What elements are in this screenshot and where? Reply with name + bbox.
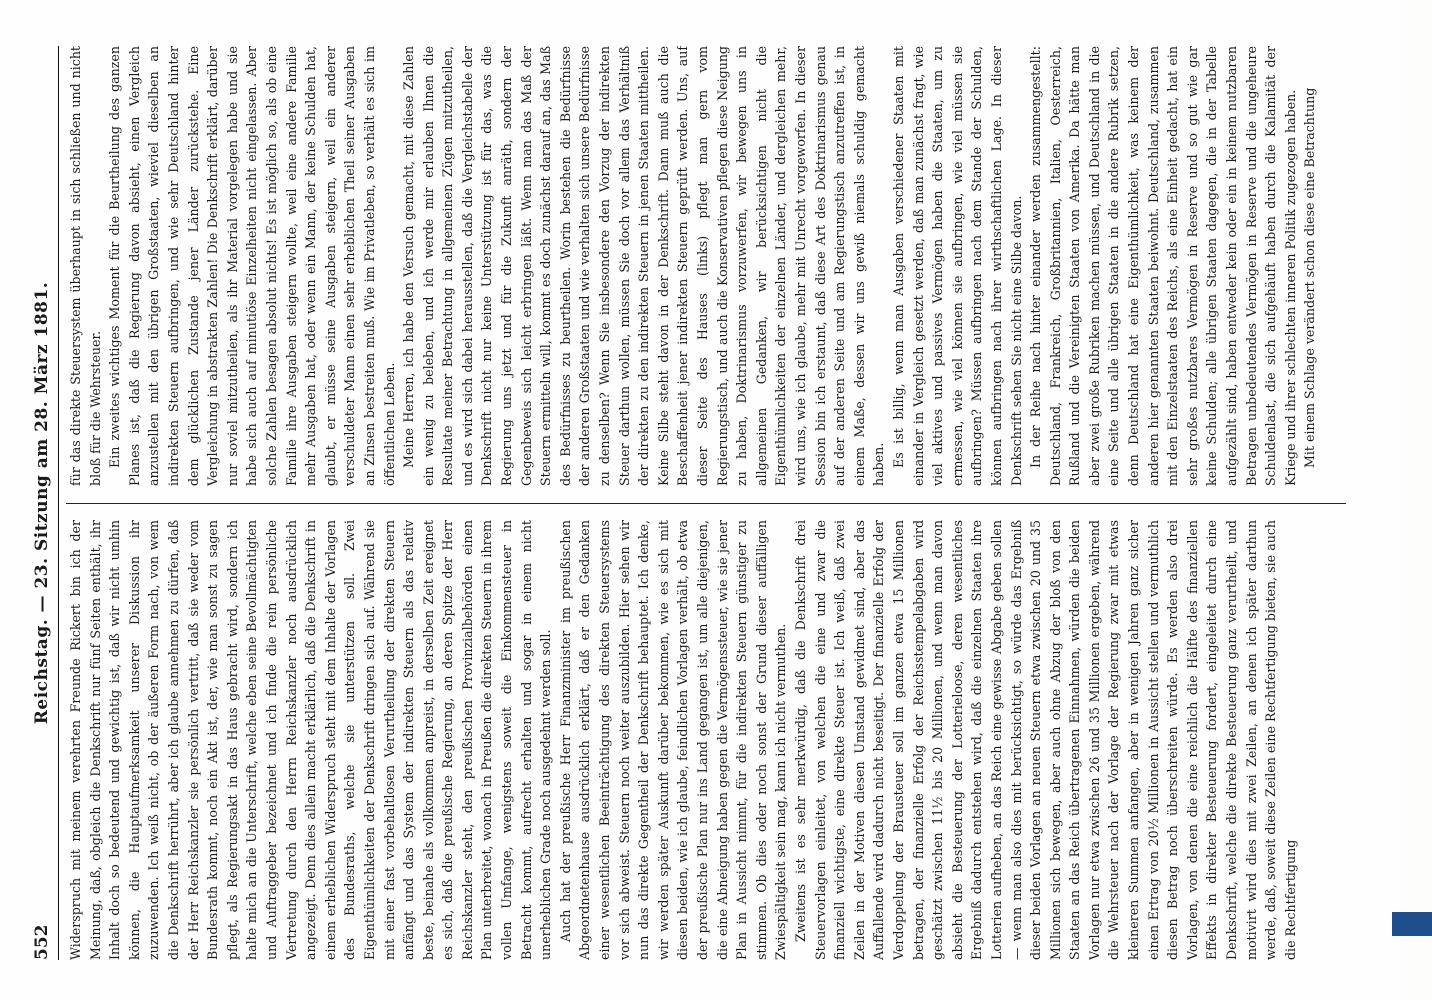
paragraph: für das direkte Steuersystem überhaupt in sich schließen und nicht bloß für die Wehrsteuer. xyxy=(68,46,103,486)
paragraph: Mit einem Schlage verändert schon diese eine Betrachtung xyxy=(1302,87,1318,468)
left-column xyxy=(66,520,1346,960)
paragraph: Es ist billig, wenn man Ausgaben verschiedener Staaten mit einander in Vergleich gesetzt werden, daß man zunächst fragt, wie viel aktives und passives Vermögen haben die Staaten, um zu ermessen, wie viel können sie aufbringen, wie viel müssen sie aufbringen? Müssen aufbringen nach dem Stande der Schulden, können aufbringen nach ihrer wirthschaftlichen Lage. In dieser Denkschrift sehen Sie nicht eine Silbe davon. xyxy=(890,46,1024,486)
right-column xyxy=(66,46,1346,486)
paragraph: Ein zweites wichtiges Moment für die Beurtheilung des ganzen Planes ist, daß die Regierung davon absieht, einen Vergleich anzustellen mit den übrigen Großstaaten, wieviel dieselben an indirekten Steuern aufbringen, und wie sehr Deutschland hinter dem glücklichen Zustande jener Länder zurückstehe. Eine Vergleichung in abstrakten Zahlen! Die Denkschrift erklärt, darüber nur soviel mitzutheilen, als ihr Material vorgelegen habe und sie habe sich auch auf minutiöse Einzelheiten nicht eingelassen. Aber solche Zahlen besagen absolut nichts! Es ist möglich so, als ob eine Familie ihre Ausgaben steigern wollte, weil eine andere Familie mehr Ausgaben hat, oder wenn ein Mann, der keine Schulden hat, glaubt, er müsse seine Ausgaben steigern, weil ein anderer verschuldeter Mann einen sehr erheblichen Theil seiner Ausgaben an Zinsen bestreiten muß. Wie im Privatleben, so verhält es sich im öffentlichen Leben. xyxy=(107,46,397,486)
paragraph: Widerspruch mit meinem verehrten Freunde Rickert bin ich der Meinung, daß, obgleich die Denkschrift nur fünf Seiten enthält, ihr Inhalt doch so bedeutend und gewichtig ist, daß wir nicht umhin können, die Hauptaufmerksamkeit unserer Diskussion ihr zuzuwenden. Ich weiß nicht, ob der äußeren Form nach, von wem die Denkschrift herrührt, aber ich glaube annehmen zu dürfen, daß der Herr Reichskanzler sie persönlich vertritt, daß sie weder vom Bundesrath kommt, noch ein Akt ist, der, wie man sonst zu sagen pflegt, als Regierungsakt in das Haus gebracht wird, sondern ich halte mich an die Unterschrift, welche eben seine Bevollmächtigten und Auftraggeber bezeichnet und ich finde die rein persönliche Vertretung durch den Herrn Reichskanzler noch ausdrücklich angezeigt. Denn dies allein macht erklärlich, daß die Denkschrift in einem erheblichen Widerspruch steht mit dem Inhalte der Vorlagen des Bundesraths, welche sie unterstützen soll. Zwei Eigenthümlichkeiten der Denkschrift dringen sich auf. Während sie mit einer fast vorbehaltlosen Verurtheilung der direkten Steuern anfängt und das System der indirekten Steuern als das relativ beste, beinahe als vollkommen anpreist, in derselben Zeit ereignet es sich, daß die preußische Regierung, an deren Spitze der Herr Reichskanzler steht, den preußischen Provinzialbehörden einen Plan unterbreitet, wonach in Preußen die direkten Steuern in ihrem vollen Umfange, wenigstens soweit die Einkommensteuer in Betracht kommt, aufrecht erhalten und sogar in einem nicht unerheblichen Grade noch ausgedehnt werden soll. xyxy=(68,520,554,960)
page-title: Reichstag. — 23. Sitzung am 28. März 1881. xyxy=(32,281,52,725)
header-rule xyxy=(58,46,59,960)
column-divider xyxy=(66,503,1346,504)
page-number: 552 xyxy=(32,924,52,960)
page-header xyxy=(30,46,58,960)
dfg-badge xyxy=(1392,912,1432,936)
digitization-credit-text xyxy=(1398,60,1420,940)
paragraph: Auch hat der preußische Herr Finanzminister im preußischen Abgeordnetenhause ausdrücklich erklärt, daß er den Gedanken einer wesentlichen Beeinträchtigung des direkten Steuersystems vor sich abweist. Steuern noch weiter auszubilden. Hier sehen wir nun das direkte Gegentheil der Denkschrift behauptet. Ich denke, wir werden später Auskunft darüber bekommen, wie es sich mit diesen beiden, wie ich glaube, feindlichen Vorlagen verhält, ob etwa der preußische Plan nur ins Land gegangen ist, um alle diejenigen, die eine Abneigung haben gegen die Vermögenssteuer, wie sie jener Plan in Aussicht nimmt, für die indirekten Steuern günstiger zu stimmen. Ob dies oder noch sonst der Grund dieser auffälligen Zwiespältigkeit sein mag, kann ich nicht vermuthen. xyxy=(557,520,789,960)
paragraph: In der Reihe nach hinter einander werden zusammengestellt: Deutschland, Frankreich, Großbritannien, Italien, Oesterreich, Rußland und die Vereinigten Staaten von Amerika. Da hätte man aber zwei große Rubriken machen müssen, und Deutschland in die eine Seite und alle übrigen Staaten in die andere Rubrik setzen, denn Deutschland hat eine Eigenthümlichkeit, was keinem der anderen hier genannten Staaten beiwohnt. Deutschland, zusammen mit den Einzelstaaten des Reichs, als eine Einheit gedacht, hat ein sehr großes nutzbares Vermögen in Reserve und so gut wie gar keine Schulden; alle übrigen Staaten dagegen, die in der Tabelle aufgezählt sind, haben entweder kein oder ein in keinem nutzbaren Betragen unbedeutendes Vermögen in Reserve und die ungeheure Schuldenlast, die sich aufgehäuft haben durch die Kalamität der Kriege und ihrer schlechten inneren Politik zugezogen haben. xyxy=(1028,46,1298,486)
paragraph: Zweitens ist es sehr merkwürdig, daß die Denkschrift drei Steuervorlagen einleitet, von welchen die eine und zwar die finanziell wichtigste, eine direkte Steuer ist. Ich weiß, daß zwei Zeilen in der Motiven diesen Umstand gewidmet sind, aber das Auffallende wird dadurch nicht beseitigt. Der finanzielle Erfolg der Verdoppelung der Brausteuer soll im ganzen etwa 15 Millionen betragen, der finanzielle Erfolg der Reichsstempelabgaben wird geschätzt zwischen 11½ bis 20 Millionen, und wenn man davon absieht die Besteuerung der Lotterieloose, deren wesentliches Ergebniß dadurch entstehen wird, daß die einzelnen Staaten ihre Lotterien aufheben, an das Reich eine gewisse Abgabe geben sollen — wenn man also dies mit berücksichtigt, so würde das Ergebniß dieser beiden Vorlagen an neuen Steuern etwa zwischen 20 und 35 Millionen sich bewegen, aber auch ohne Abzug der bloß von den Staaten an das Reich übertragenen Einnahmen, würden die beiden Vorlagen nur etwa zwischen 26 und 35 Millionen ergeben, während die Wehrsteuer nach der Vorlage der Regierung zwar mit etwas kleineren Summen anfangen, aber in wenigen Jahren ganz sicher einen Ertrag von 20½ Millionen in Aussicht stellen und vermuthlich diesen Betrag noch überschreiten würde. Es werden also drei Vorlagen, von denen die eine reichlich die Hälfte des finanziellen Effekts in direkter Besteuerung fordert, eingeleitet durch eine Denkschrift, welche die direkte Besteuerung ganz verurtheilt, und motivirt wird dies mit zwei Zeilen, an denen ich später darthun werde, daß, soweit diese Zeilen eine Rechtfertigung bieten, sie auch die Rechtfertigung xyxy=(792,520,1298,960)
digitization-credit xyxy=(1398,60,1420,940)
paragraph: Meine Herren, ich habe den Versuch gemacht, mit diese Zahlen ein wenig zu beleben, und ich werde mir erlauben Ihnen die Resultate meiner Betrachtung in allgemeinen Zügen mitzutheilen, und es wird sich dabei herausstellen, daß die Vergleichstabelle der Denkschrift nicht nur keine Unterstützung ist für das, was die Regierung uns jetzt und für die Zukunft anräth, sondern der Gegenbeweis sich leicht erbringen läßt. Wenn man das Maß der Steuern ermitteln will, kommt es doch zunächst darauf an, das Maß des Bedürfnisses zu beurtheilen. Worin bestehen die Bedürfnisse der anderen Großstaaten und wie verhalten sich unsere Bedürfnisse zu denselben? Wenn Sie insbesondere den Vorzug der indirekten Steuer darthun wollen, müssen Sie doch vor allem das Verhältniß der direkten zu den indirekten Steuern in jenen Staaten mittheilen. Keine Silbe steht davon in der Denkschrift. Dann muß auch die Beschaffenheit jener indirekten Steuern geprüft werden. Uns, auf dieser Seite des Hauses (links) pflegt man gern vom Regierungstisch, und auch die Konservativen pflegen diese Neigung zu haben, Doktrinarismus vorzuwerfen, wir bewegen uns in allgemeinen Gedanken, wir berücksichtigen nicht die Eigenthümlichkeiten der einzelnen Länder, und dergleichen mehr, wird uns, wie ich glaube, mehr mit Unrecht vorgeworfen. In dieser Session bin ich erstaunt, daß diese Art des Doktrinarismus genau auf der anderen Seite und am Regierungstisch anzutreffen ist, in einem Maße, dessen wir uns gewiß niemals schuldig gemacht haben. xyxy=(401,46,887,486)
